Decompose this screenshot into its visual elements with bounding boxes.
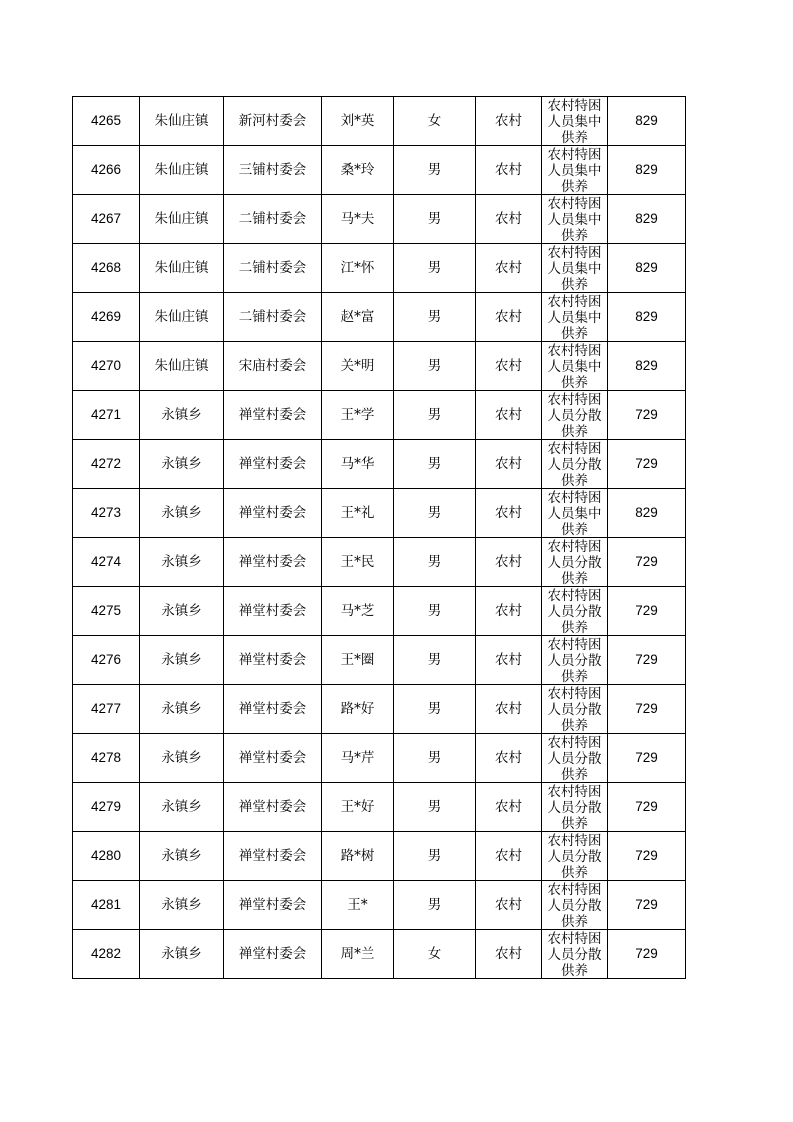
table-row [73, 783, 686, 832]
person-name-cell: 桑*玲 [322, 146, 394, 195]
amount-cell: 829 [608, 293, 686, 342]
amount-cell: 829 [608, 244, 686, 293]
support-type-cell [542, 146, 608, 195]
person-name-cell: 刘*英 [322, 97, 394, 146]
person-name-cell: 王*礼 [322, 489, 394, 538]
record-id-cell: 4265 [73, 97, 140, 146]
area-type-cell: 农村 [476, 881, 542, 930]
amount-cell: 829 [608, 489, 686, 538]
village-committee-cell: 二铺村委会 [224, 293, 322, 342]
support-type-cell [542, 832, 608, 881]
amount-cell: 729 [608, 440, 686, 489]
record-id-cell: 4279 [73, 783, 140, 832]
table-row [73, 440, 686, 489]
town-cell: 永镇乡 [140, 832, 224, 881]
support-type-text: 农村特困 人员分散 供养 [547, 440, 602, 488]
support-type-text: 农村特困 人员分散 供养 [547, 636, 602, 684]
person-name-cell: 王*圈 [322, 636, 394, 685]
gender-cell: 男 [394, 391, 476, 440]
record-id-cell: 4274 [73, 538, 140, 587]
table-row [73, 489, 686, 538]
support-type-cell [542, 734, 608, 783]
amount-cell: 729 [608, 391, 686, 440]
amount-cell: 829 [608, 342, 686, 391]
town-cell: 永镇乡 [140, 538, 224, 587]
town-cell: 朱仙庄镇 [140, 342, 224, 391]
gender-cell: 男 [394, 293, 476, 342]
gender-cell: 男 [394, 244, 476, 293]
gender-cell: 男 [394, 832, 476, 881]
area-type-cell: 农村 [476, 293, 542, 342]
town-cell: 朱仙庄镇 [140, 244, 224, 293]
support-type-cell [542, 293, 608, 342]
town-cell: 永镇乡 [140, 734, 224, 783]
support-type-text: 农村特困 人员集中 供养 [547, 244, 602, 292]
support-type-text: 农村特困 人员分散 供养 [547, 930, 602, 978]
area-type-cell: 农村 [476, 195, 542, 244]
support-type-text: 农村特困 人员分散 供养 [547, 881, 602, 929]
record-id-cell: 4278 [73, 734, 140, 783]
support-type-cell [542, 440, 608, 489]
town-cell: 永镇乡 [140, 783, 224, 832]
support-type-cell [542, 489, 608, 538]
support-type-cell [542, 244, 608, 293]
support-type-text: 农村特困 人员分散 供养 [547, 685, 602, 733]
support-type-text: 农村特困 人员集中 供养 [547, 293, 602, 341]
record-id-cell: 4273 [73, 489, 140, 538]
table-row [73, 244, 686, 293]
support-type-text: 农村特困 人员集中 供养 [547, 195, 602, 243]
table-row [73, 734, 686, 783]
support-type-text: 农村特困 人员集中 供养 [547, 146, 602, 194]
amount-cell: 829 [608, 146, 686, 195]
village-committee-cell: 禅堂村委会 [224, 440, 322, 489]
amount-cell: 729 [608, 685, 686, 734]
town-cell: 永镇乡 [140, 391, 224, 440]
person-name-cell: 王*好 [322, 783, 394, 832]
village-committee-cell: 禅堂村委会 [224, 881, 322, 930]
table-row [73, 685, 686, 734]
village-committee-cell: 禅堂村委会 [224, 587, 322, 636]
table-row [73, 587, 686, 636]
record-id-cell: 4271 [73, 391, 140, 440]
person-name-cell: 马*夫 [322, 195, 394, 244]
amount-cell: 829 [608, 97, 686, 146]
records-table [72, 96, 686, 979]
support-type-text: 农村特困 人员集中 供养 [547, 97, 602, 145]
table-row [73, 342, 686, 391]
area-type-cell: 农村 [476, 832, 542, 881]
village-committee-cell: 禅堂村委会 [224, 538, 322, 587]
amount-cell: 729 [608, 930, 686, 979]
person-name-cell: 江*怀 [322, 244, 394, 293]
amount-cell: 729 [608, 636, 686, 685]
support-type-cell [542, 881, 608, 930]
table-row [73, 391, 686, 440]
gender-cell: 男 [394, 538, 476, 587]
gender-cell: 男 [394, 440, 476, 489]
person-name-cell: 路*树 [322, 832, 394, 881]
table-row [73, 195, 686, 244]
record-id-cell: 4282 [73, 930, 140, 979]
amount-cell: 729 [608, 783, 686, 832]
village-committee-cell: 新河村委会 [224, 97, 322, 146]
support-type-cell [542, 391, 608, 440]
table-row [73, 293, 686, 342]
town-cell: 朱仙庄镇 [140, 146, 224, 195]
town-cell: 永镇乡 [140, 587, 224, 636]
table-row [73, 538, 686, 587]
village-committee-cell: 禅堂村委会 [224, 832, 322, 881]
person-name-cell: 马*芹 [322, 734, 394, 783]
person-name-cell: 路*好 [322, 685, 394, 734]
support-type-text: 农村特困 人员分散 供养 [547, 538, 602, 586]
village-committee-cell: 二铺村委会 [224, 195, 322, 244]
person-name-cell: 马*芝 [322, 587, 394, 636]
gender-cell: 男 [394, 587, 476, 636]
record-id-cell: 4270 [73, 342, 140, 391]
amount-cell: 729 [608, 881, 686, 930]
village-committee-cell: 禅堂村委会 [224, 930, 322, 979]
person-name-cell: 周*兰 [322, 930, 394, 979]
area-type-cell: 农村 [476, 685, 542, 734]
town-cell: 朱仙庄镇 [140, 195, 224, 244]
gender-cell: 男 [394, 195, 476, 244]
support-type-text: 农村特困 人员集中 供养 [547, 342, 602, 390]
support-type-text: 农村特困 人员分散 供养 [547, 832, 602, 880]
person-name-cell: 赵*富 [322, 293, 394, 342]
record-id-cell: 4267 [73, 195, 140, 244]
gender-cell: 男 [394, 881, 476, 930]
gender-cell: 女 [394, 97, 476, 146]
support-type-cell [542, 97, 608, 146]
person-name-cell: 王*学 [322, 391, 394, 440]
amount-cell: 729 [608, 587, 686, 636]
town-cell: 永镇乡 [140, 489, 224, 538]
record-id-cell: 4277 [73, 685, 140, 734]
village-committee-cell: 禅堂村委会 [224, 489, 322, 538]
support-type-cell [542, 342, 608, 391]
support-type-cell [542, 930, 608, 979]
town-cell: 永镇乡 [140, 440, 224, 489]
area-type-cell: 农村 [476, 783, 542, 832]
area-type-cell: 农村 [476, 97, 542, 146]
town-cell: 永镇乡 [140, 881, 224, 930]
area-type-cell: 农村 [476, 489, 542, 538]
gender-cell: 男 [394, 636, 476, 685]
record-id-cell: 4272 [73, 440, 140, 489]
table-row [73, 832, 686, 881]
amount-cell: 729 [608, 538, 686, 587]
village-committee-cell: 宋庙村委会 [224, 342, 322, 391]
amount-cell: 829 [608, 195, 686, 244]
table-row [73, 146, 686, 195]
person-name-cell: 马*华 [322, 440, 394, 489]
record-id-cell: 4266 [73, 146, 140, 195]
table-row [73, 881, 686, 930]
table-body [73, 97, 686, 979]
town-cell: 永镇乡 [140, 636, 224, 685]
support-type-text: 农村特困 人员集中 供养 [547, 489, 602, 537]
gender-cell: 男 [394, 783, 476, 832]
support-type-cell [542, 685, 608, 734]
record-id-cell: 4268 [73, 244, 140, 293]
support-type-cell [542, 195, 608, 244]
village-committee-cell: 禅堂村委会 [224, 391, 322, 440]
area-type-cell: 农村 [476, 146, 542, 195]
area-type-cell: 农村 [476, 342, 542, 391]
amount-cell: 729 [608, 832, 686, 881]
support-type-cell [542, 636, 608, 685]
area-type-cell: 农村 [476, 734, 542, 783]
town-cell: 朱仙庄镇 [140, 293, 224, 342]
area-type-cell: 农村 [476, 391, 542, 440]
town-cell: 朱仙庄镇 [140, 97, 224, 146]
record-id-cell: 4269 [73, 293, 140, 342]
record-id-cell: 4280 [73, 832, 140, 881]
record-id-cell: 4275 [73, 587, 140, 636]
support-type-cell [542, 587, 608, 636]
record-id-cell: 4276 [73, 636, 140, 685]
person-name-cell: 王*民 [322, 538, 394, 587]
table-row [73, 97, 686, 146]
area-type-cell: 农村 [476, 636, 542, 685]
support-type-cell [542, 783, 608, 832]
gender-cell: 男 [394, 685, 476, 734]
amount-cell: 729 [608, 734, 686, 783]
area-type-cell: 农村 [476, 587, 542, 636]
support-type-text: 农村特困 人员分散 供养 [547, 391, 602, 439]
gender-cell: 女 [394, 930, 476, 979]
gender-cell: 男 [394, 146, 476, 195]
record-id-cell: 4281 [73, 881, 140, 930]
town-cell: 永镇乡 [140, 930, 224, 979]
village-committee-cell: 二铺村委会 [224, 244, 322, 293]
support-type-text: 农村特困 人员分散 供养 [547, 783, 602, 831]
gender-cell: 男 [394, 342, 476, 391]
table-row [73, 636, 686, 685]
area-type-cell: 农村 [476, 244, 542, 293]
village-committee-cell: 禅堂村委会 [224, 783, 322, 832]
village-committee-cell: 禅堂村委会 [224, 685, 322, 734]
table-row [73, 930, 686, 979]
support-type-text: 农村特困 人员分散 供养 [547, 734, 602, 782]
support-type-cell [542, 538, 608, 587]
person-name-cell: 关*明 [322, 342, 394, 391]
area-type-cell: 农村 [476, 930, 542, 979]
town-cell: 永镇乡 [140, 685, 224, 734]
support-type-text: 农村特困 人员分散 供养 [547, 587, 602, 635]
village-committee-cell: 三铺村委会 [224, 146, 322, 195]
village-committee-cell: 禅堂村委会 [224, 734, 322, 783]
village-committee-cell: 禅堂村委会 [224, 636, 322, 685]
area-type-cell: 农村 [476, 440, 542, 489]
gender-cell: 男 [394, 734, 476, 783]
person-name-cell: 王* [322, 881, 394, 930]
gender-cell: 男 [394, 489, 476, 538]
area-type-cell: 农村 [476, 538, 542, 587]
